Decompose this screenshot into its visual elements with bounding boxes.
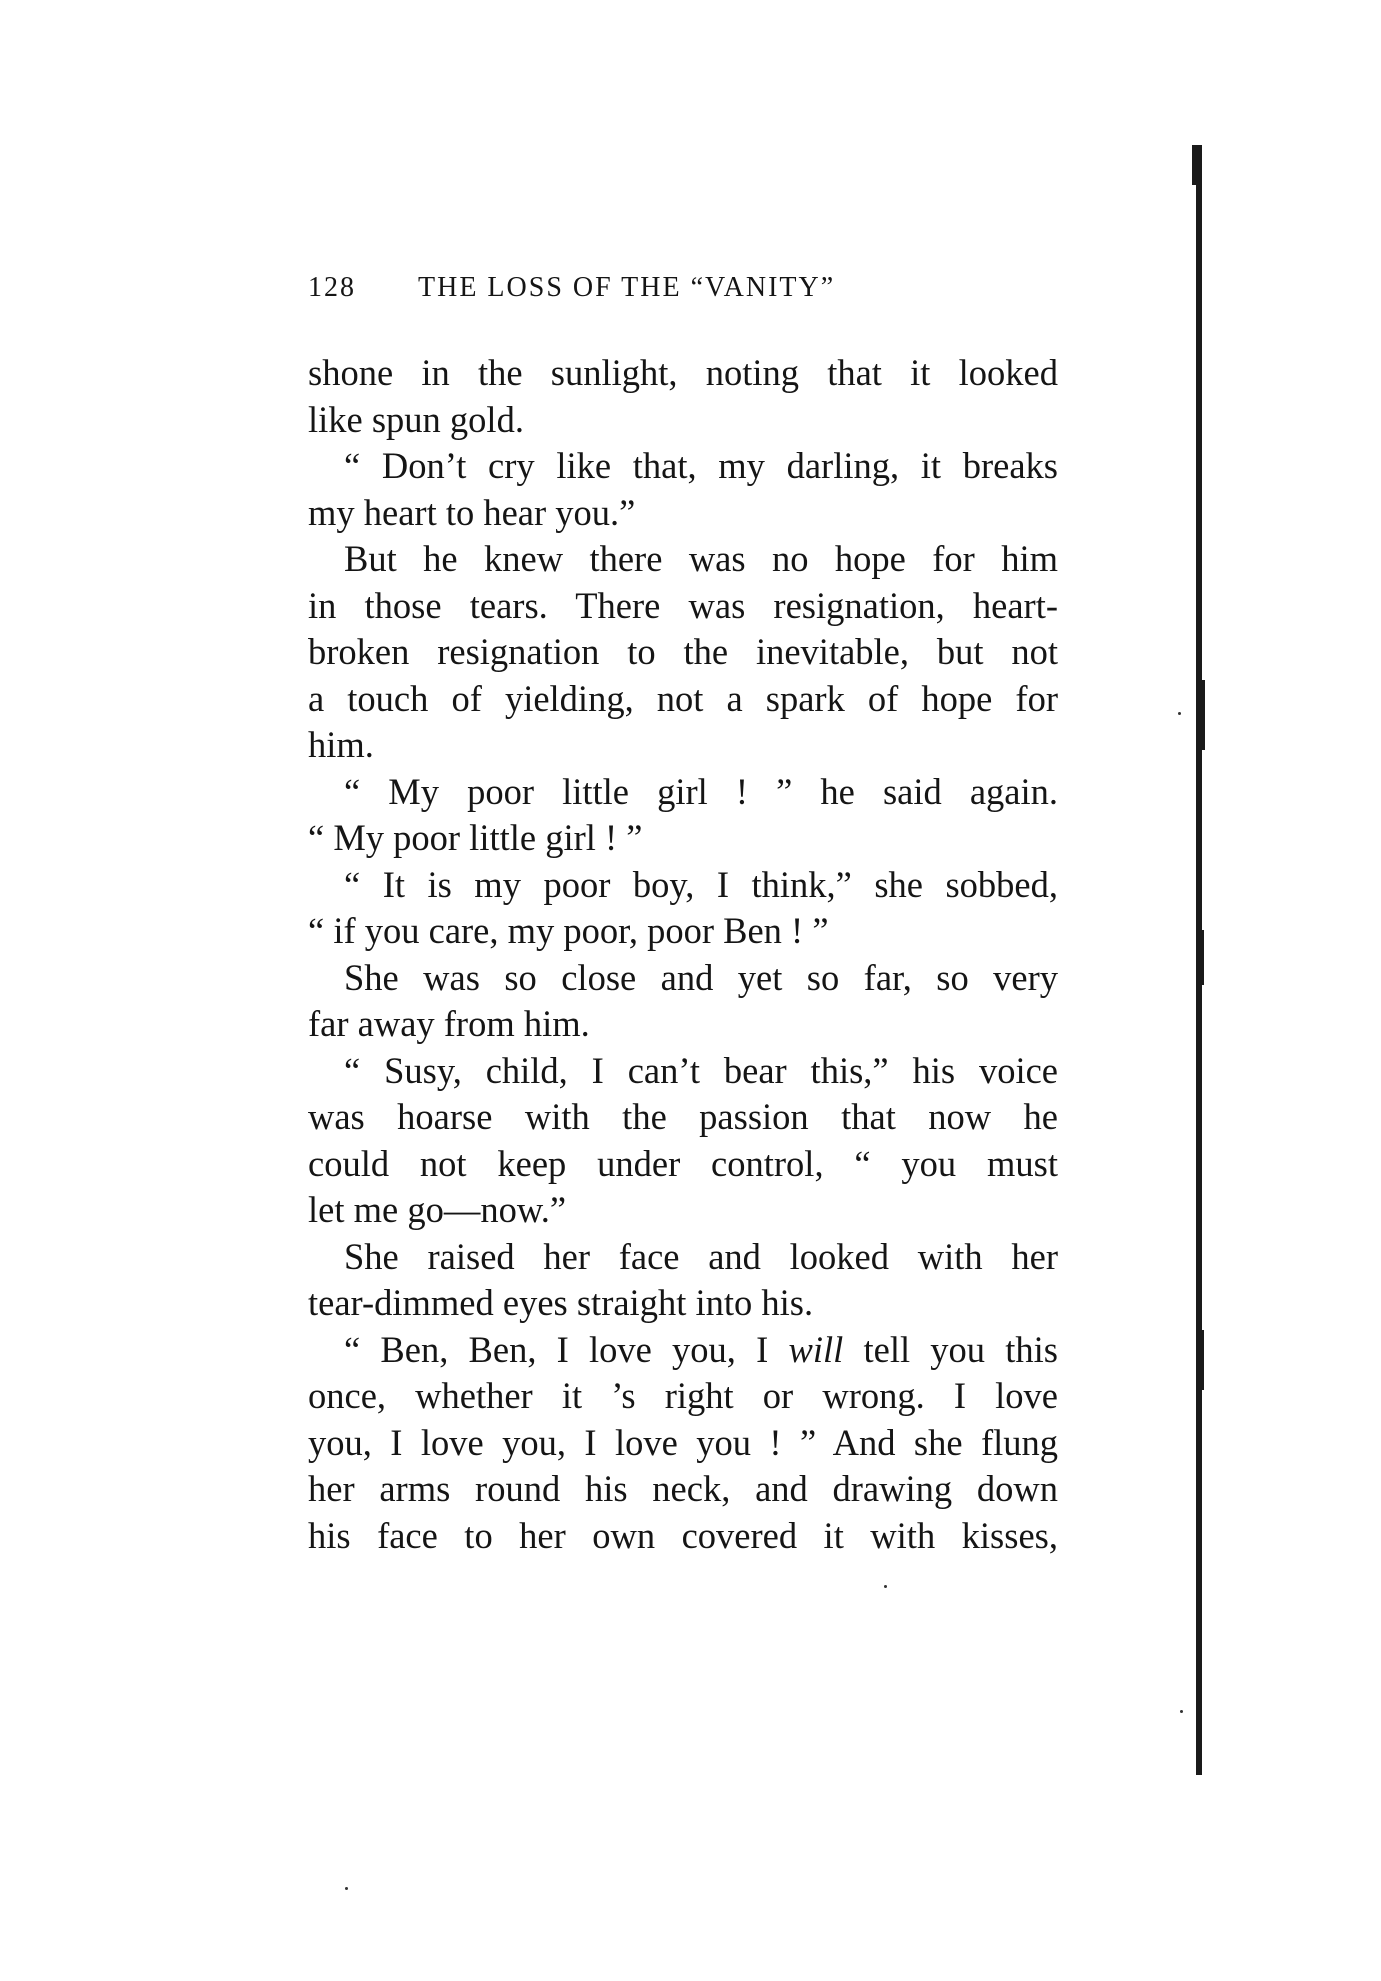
running-title: THE LOSS OF THE “VANITY” — [418, 272, 836, 303]
text-line: “ It is my poor boy, I think,” she sobbed, — [344, 863, 1058, 905]
paper-speck — [1180, 1710, 1183, 1713]
text-line: She was so close and yet so far, so very — [344, 956, 1058, 998]
emphasized-word: will — [788, 1328, 844, 1370]
text-line: her arms round his neck, and drawing down — [308, 1468, 1058, 1509]
page-edge-mark — [1200, 1330, 1204, 1390]
text-line: him. — [308, 724, 374, 765]
page-edge-mark — [1192, 145, 1197, 185]
text-line: a touch of yielding, not a spark of hope for — [308, 677, 1058, 719]
paper-speck — [1178, 712, 1181, 715]
text-line: She raised her face and looked with her — [344, 1235, 1058, 1277]
body-text — [308, 350, 1058, 1559]
text-line: was hoarse with the passion that now he — [308, 1096, 1058, 1137]
page-edge-mark — [1200, 930, 1204, 985]
running-head — [308, 272, 1058, 312]
text-line: his face to her own covered it with kisses, — [308, 1514, 1058, 1556]
page-edge-mark — [1200, 680, 1205, 750]
text-line: “ if you care, my poor, poor Ben ! ” — [308, 910, 829, 951]
page-number: 128 — [308, 272, 356, 303]
text-line: you, I love you, I love you ! ” And she flung — [308, 1421, 1058, 1463]
text-line: But he knew there was no hope for him — [344, 538, 1058, 579]
text-line: like spun gold. — [308, 398, 524, 440]
paper-speck — [884, 1585, 887, 1588]
text-line: in those tears. There was resignation, heart- — [308, 584, 1058, 626]
paper-speck — [345, 1887, 348, 1890]
text-line: let me go—now.” — [308, 1189, 567, 1230]
text-line: shone in the sunlight, noting that it looked — [308, 352, 1058, 393]
text-line: tear-dimmed eyes straight into his. — [308, 1282, 814, 1323]
text-line: could not keep under control, “ you must — [308, 1142, 1058, 1184]
text-line: broken resignation to the inevitable, but not — [308, 631, 1058, 672]
text-line: “ Ben, Ben, I love you, I will tell you this — [344, 1328, 1058, 1370]
text-line: “ Don’t cry like that, my darling, it breaks — [344, 445, 1058, 486]
text-line: “ My poor little girl ! ” — [308, 817, 643, 858]
text-line: once, whether it ’s right or wrong. I love — [308, 1375, 1058, 1416]
text-line: “ Susy, child, I can’t bear this,” his voice — [344, 1049, 1058, 1091]
text-line: far away from him. — [308, 1003, 590, 1044]
text-line: “ My poor little girl ! ” he said again. — [344, 770, 1058, 812]
text-line: my heart to hear you.” — [308, 491, 636, 533]
